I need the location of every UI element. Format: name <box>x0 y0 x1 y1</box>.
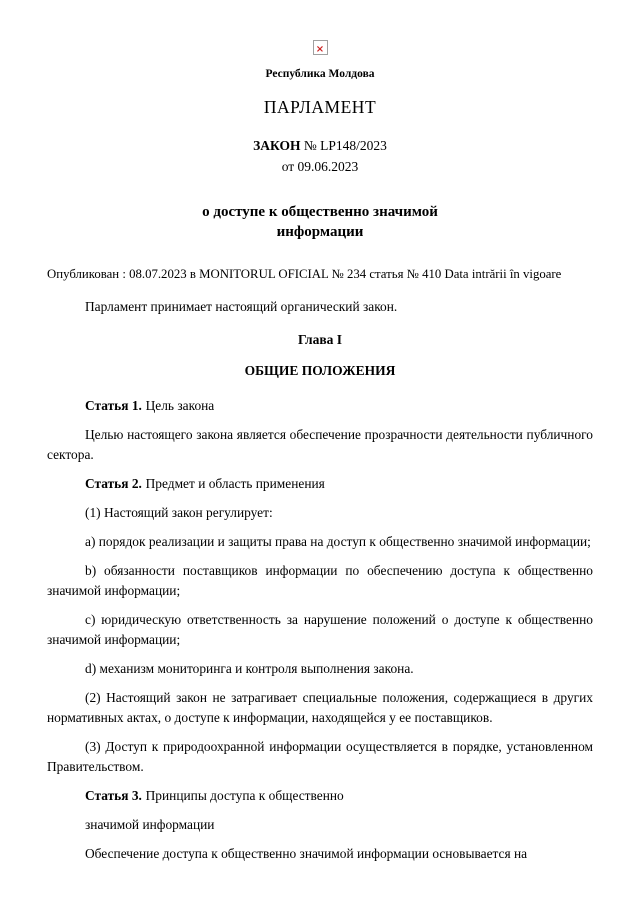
paragraph-item-b <box>47 561 593 601</box>
paragraph <box>47 503 593 523</box>
paragraph-text: d) механизм мониторинга и контроля выполнения закона. <box>85 661 414 676</box>
article-2-label: Статья 2. <box>85 476 142 491</box>
law-date: от 09.06.2023 <box>281 159 359 174</box>
document-title-line2: информации <box>276 224 364 240</box>
chapter-title: ОБЩИЕ ПОЛОЖЕНИЯ <box>244 363 396 378</box>
law-label: ЗАКОН <box>253 138 301 153</box>
paragraph-text: значимой информации <box>85 817 215 832</box>
paragraph-article-1 <box>47 396 593 416</box>
paragraph-text: Принципы доступа к общественно <box>145 788 344 803</box>
article-1-label: Статья 1. <box>85 398 142 413</box>
paragraph-text: (1) Настоящий закон регулирует: <box>85 505 273 520</box>
law-number: № LP148/2023 <box>303 138 387 153</box>
country-name: Республика Молдова <box>265 68 375 80</box>
paragraph-article-3 <box>47 786 593 806</box>
paragraph <box>47 688 593 728</box>
paragraph-text: (2) Настоящий закон не затрагивает специальные положения, содержащиеся в других нормативных актах, о доступе к информации, находящейся у ее поставщиков. <box>47 690 593 725</box>
broken-image-x-icon <box>316 39 324 57</box>
law-number-line <box>47 138 593 154</box>
paragraph-text: Цель закона <box>145 398 215 413</box>
document-title <box>47 202 593 242</box>
paragraph <box>47 844 593 864</box>
document-header <box>47 40 593 242</box>
chapter-heading: Глава I <box>297 332 343 347</box>
paragraph-text: Целью настоящего закона является обеспечение прозрачности деятельности публичного сектора. <box>47 427 593 462</box>
paragraph <box>47 815 593 835</box>
paragraph-text: c) юридическую ответственность за нарушение положений о доступе к общественно значимой информации; <box>47 612 593 647</box>
paragraph-item-d <box>47 659 593 679</box>
publication-info: Опубликован : 08.07.2023 в MONITORUL OFICIAL № 234 статья № 410 Data intrării în vigoare <box>47 267 562 281</box>
paragraph <box>47 425 593 465</box>
paragraph-article-2 <box>47 474 593 494</box>
paragraph-text: Предмет и область применения <box>145 476 325 491</box>
paragraph <box>47 737 593 777</box>
institution-name: ПАРЛАМЕНТ <box>263 97 377 117</box>
paragraph-text: (3) Доступ к природоохранной информации осуществляется в порядке, установленном Правительством. <box>47 739 593 774</box>
article-3-label: Статья 3. <box>85 788 142 803</box>
paragraph-item-a <box>47 532 593 552</box>
paragraph-text: a) порядок реализации и защиты права на доступ к общественно значимой информации; <box>85 534 591 549</box>
document-title-line1: о доступе к общественно значимой <box>202 204 438 220</box>
paragraph-item-c <box>47 610 593 650</box>
paragraph-text: b) обязанности поставщиков информации по обеспечению доступа к общественно значимой информации; <box>47 563 593 598</box>
preamble-paragraph: Парламент принимает настоящий органический закон. <box>85 299 398 314</box>
paragraph-text: Обеспечение доступа к общественно значимой информации основывается на <box>85 846 528 861</box>
broken-image-icon <box>313 40 328 55</box>
